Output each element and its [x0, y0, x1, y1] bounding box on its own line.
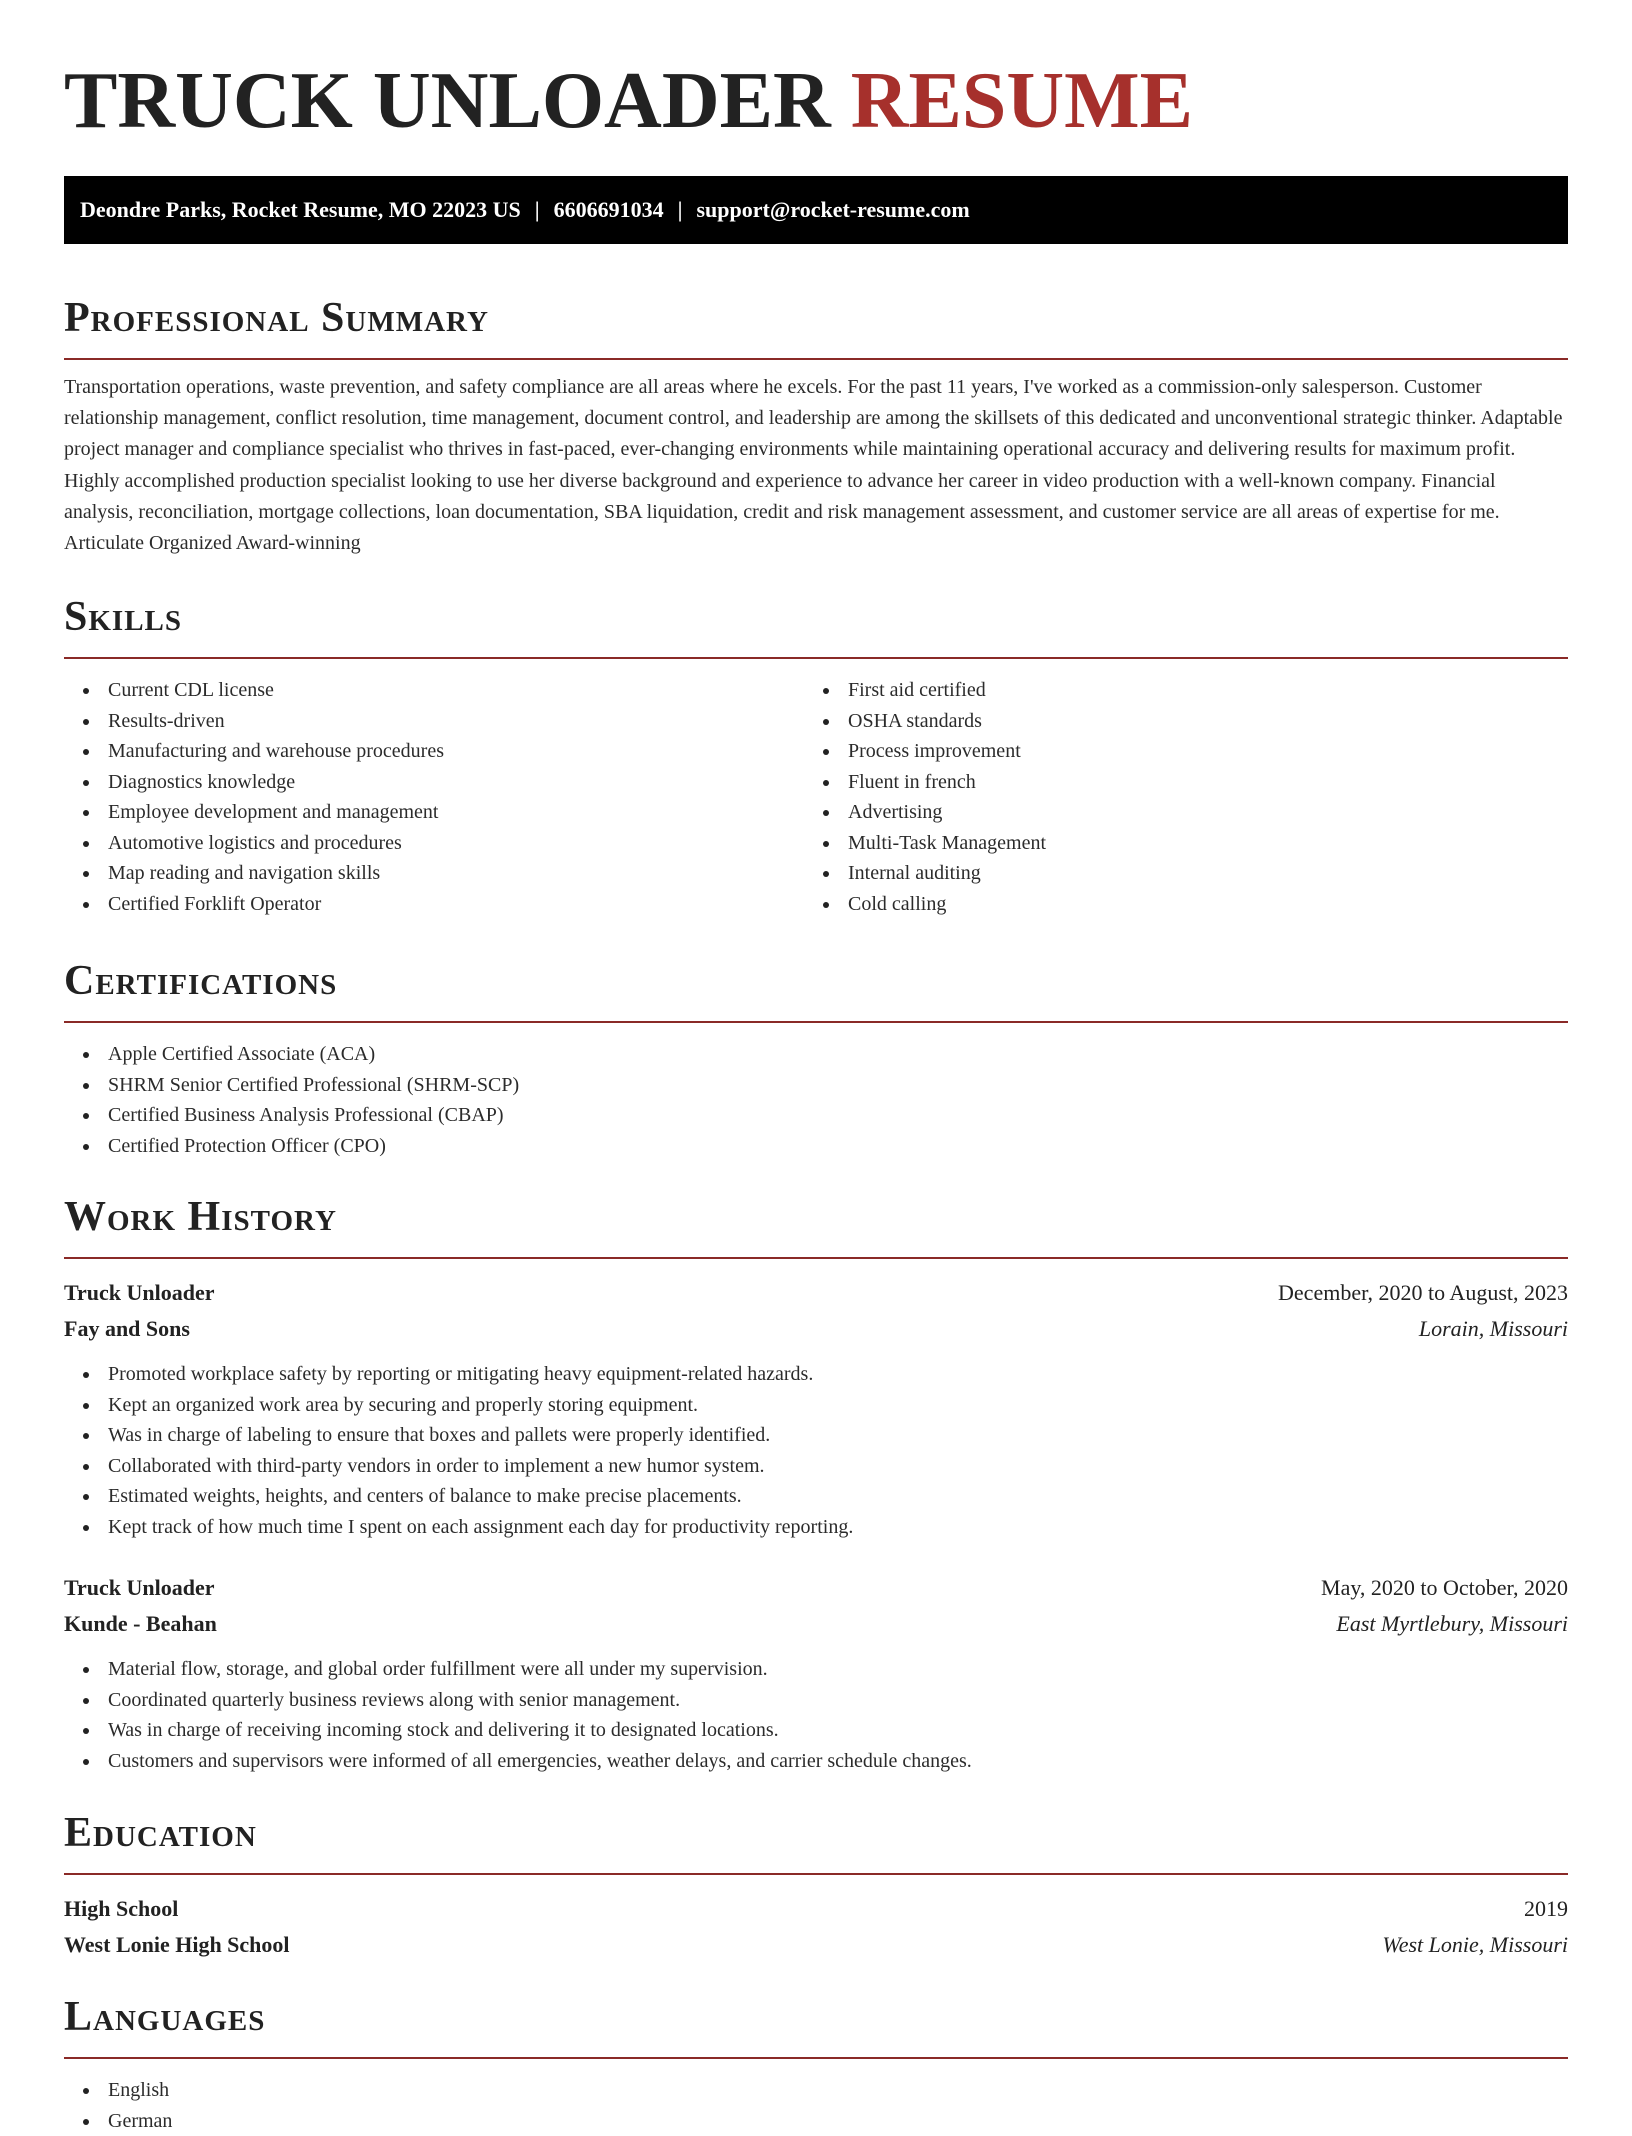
- title-main: TRUCK UNLOADER: [64, 57, 831, 145]
- contact-bar: [64, 176, 1568, 244]
- skills-grid: [64, 675, 1568, 919]
- job-entry: [64, 1570, 1568, 1776]
- education-subheader: [64, 1927, 1568, 1963]
- skill-item: Diagnostics knowledge: [64, 767, 804, 798]
- job-location: East Myrtlebury, Missouri: [1336, 1611, 1568, 1637]
- job-role: Truck Unloader: [64, 1280, 215, 1306]
- certification-item: SHRM Senior Certified Professional (SHRM-SCP): [64, 1070, 1568, 1101]
- section-title-certifications: Certifications: [64, 958, 338, 1005]
- section-title-languages: Languages: [64, 1994, 266, 2041]
- contact-separator: |: [534, 197, 540, 222]
- language-item: English: [64, 2075, 1568, 2106]
- section-title-skills: Skills: [64, 594, 183, 641]
- education-year: 2019: [1524, 1896, 1568, 1922]
- skill-item: Automotive logistics and procedures: [64, 828, 804, 859]
- job-header: [64, 1275, 1568, 1311]
- skill-item: Employee development and management: [64, 797, 804, 828]
- job-duties-list: [64, 1654, 1568, 1776]
- job-dates: May, 2020 to October, 2020: [1321, 1575, 1568, 1601]
- resume-title: [64, 0, 1568, 144]
- skill-item: Results-driven: [64, 706, 804, 737]
- job-duty: Promoted workplace safety by reporting or mitigating heavy equipment-related hazards.: [64, 1359, 1568, 1390]
- job-company: Kunde - Beahan: [64, 1611, 217, 1637]
- title-accent: RESUME: [850, 57, 1193, 145]
- job-role: Truck Unloader: [64, 1575, 215, 1601]
- job-duty: Customers and supervisors were informed of all emergencies, weather delays, and carrier schedule changes.: [64, 1746, 1568, 1777]
- section-title-education: Education: [64, 1810, 257, 1857]
- job-subheader: [64, 1311, 1568, 1347]
- job-duty: Collaborated with third-party vendors in order to implement a new humor system.: [64, 1451, 1568, 1482]
- job-duty: Kept track of how much time I spent on each assignment each day for productivity reporting.: [64, 1512, 1568, 1543]
- job-location: Lorain, Missouri: [1418, 1316, 1568, 1342]
- contact-separator: |: [677, 197, 683, 222]
- job-duty: Coordinated quarterly business reviews along with senior management.: [64, 1685, 1568, 1716]
- skill-item: OSHA standards: [804, 706, 1544, 737]
- education-degree: High School: [64, 1896, 179, 1922]
- job-duty: Kept an organized work area by securing and properly storing equipment.: [64, 1390, 1568, 1421]
- job-duty: Was in charge of receiving incoming stock and delivering it to designated locations.: [64, 1715, 1568, 1746]
- skills-list-right: [804, 675, 1544, 919]
- education-header: [64, 1891, 1568, 1927]
- section-title-work-history: Work History: [64, 1194, 337, 1241]
- education-school: West Lonie High School: [64, 1932, 290, 1958]
- education-location: West Lonie, Missouri: [1382, 1932, 1568, 1958]
- skill-item: Cold calling: [804, 889, 1544, 920]
- job-header: [64, 1570, 1568, 1606]
- languages-list: [64, 2075, 1568, 2136]
- skill-item: Internal auditing: [804, 858, 1544, 889]
- contact-address: Deondre Parks, Rocket Resume, MO 22023 US: [80, 197, 521, 222]
- skill-item: First aid certified: [804, 675, 1544, 706]
- job-company: Fay and Sons: [64, 1316, 190, 1342]
- job-duty: Material flow, storage, and global order fulfillment were all under my supervision.: [64, 1654, 1568, 1685]
- section-title-summary: Professional Summary: [64, 295, 489, 341]
- education-entry: [64, 1891, 1568, 1963]
- job-dates: December, 2020 to August, 2023: [1278, 1280, 1568, 1306]
- certification-item: Apple Certified Associate (ACA): [64, 1039, 1568, 1070]
- skill-item: Current CDL license: [64, 675, 804, 706]
- section-divider: [64, 358, 1568, 360]
- job-subheader: [64, 1606, 1568, 1642]
- job-duty: Estimated weights, heights, and centers of balance to make precise placements.: [64, 1481, 1568, 1512]
- section-divider: [64, 1873, 1568, 1875]
- certifications-list: [64, 1039, 1568, 1161]
- skill-item: Fluent in french: [804, 767, 1544, 798]
- section-divider: [64, 2057, 1568, 2059]
- skill-item: Manufacturing and warehouse procedures: [64, 736, 804, 767]
- language-item: German: [64, 2106, 1568, 2136]
- job-duty: Was in charge of labeling to ensure that boxes and pallets were properly identified.: [64, 1420, 1568, 1451]
- section-divider: [64, 1021, 1568, 1023]
- skill-item: Advertising: [804, 797, 1544, 828]
- skill-item: Process improvement: [804, 736, 1544, 767]
- job-entry: [64, 1275, 1568, 1542]
- skill-item: Multi-Task Management: [804, 828, 1544, 859]
- section-divider: [64, 1257, 1568, 1259]
- summary-text: Transportation operations, waste prevention, and safety compliance are all areas where he excels. For the past 11 years, I've worked as a commission-only salesperson. Customer relationship management, conflict resolution, time management, document control, and leadership are among the skillsets of this dedicated and unconventional strategic thinker. Adaptable project manager and compliance specialist who thrives in fast-paced, ever-changing environments while maintaining operational accuracy and delivering results for maximum profit. Highly accomplished production specialist looking to use her diverse background and experience to advance her career in video production with a well-known company. Financial analysis, reconciliation, mortgage collections, loan documentation, SBA liquidation, credit and risk management assessment, and customer service are all areas of expertise for me. Articulate Organized Award-winning: [64, 376, 1563, 555]
- job-duties-list: [64, 1359, 1568, 1542]
- contact-phone: 6606691034: [553, 197, 664, 222]
- certification-item: Certified Protection Officer (CPO): [64, 1131, 1568, 1162]
- skills-list-left: [64, 675, 804, 919]
- section-divider: [64, 657, 1568, 659]
- skill-item: Certified Forklift Operator: [64, 889, 804, 920]
- skill-item: Map reading and navigation skills: [64, 858, 804, 889]
- certification-item: Certified Business Analysis Professional (CBAP): [64, 1100, 1568, 1131]
- contact-email: support@rocket-resume.com: [696, 197, 970, 222]
